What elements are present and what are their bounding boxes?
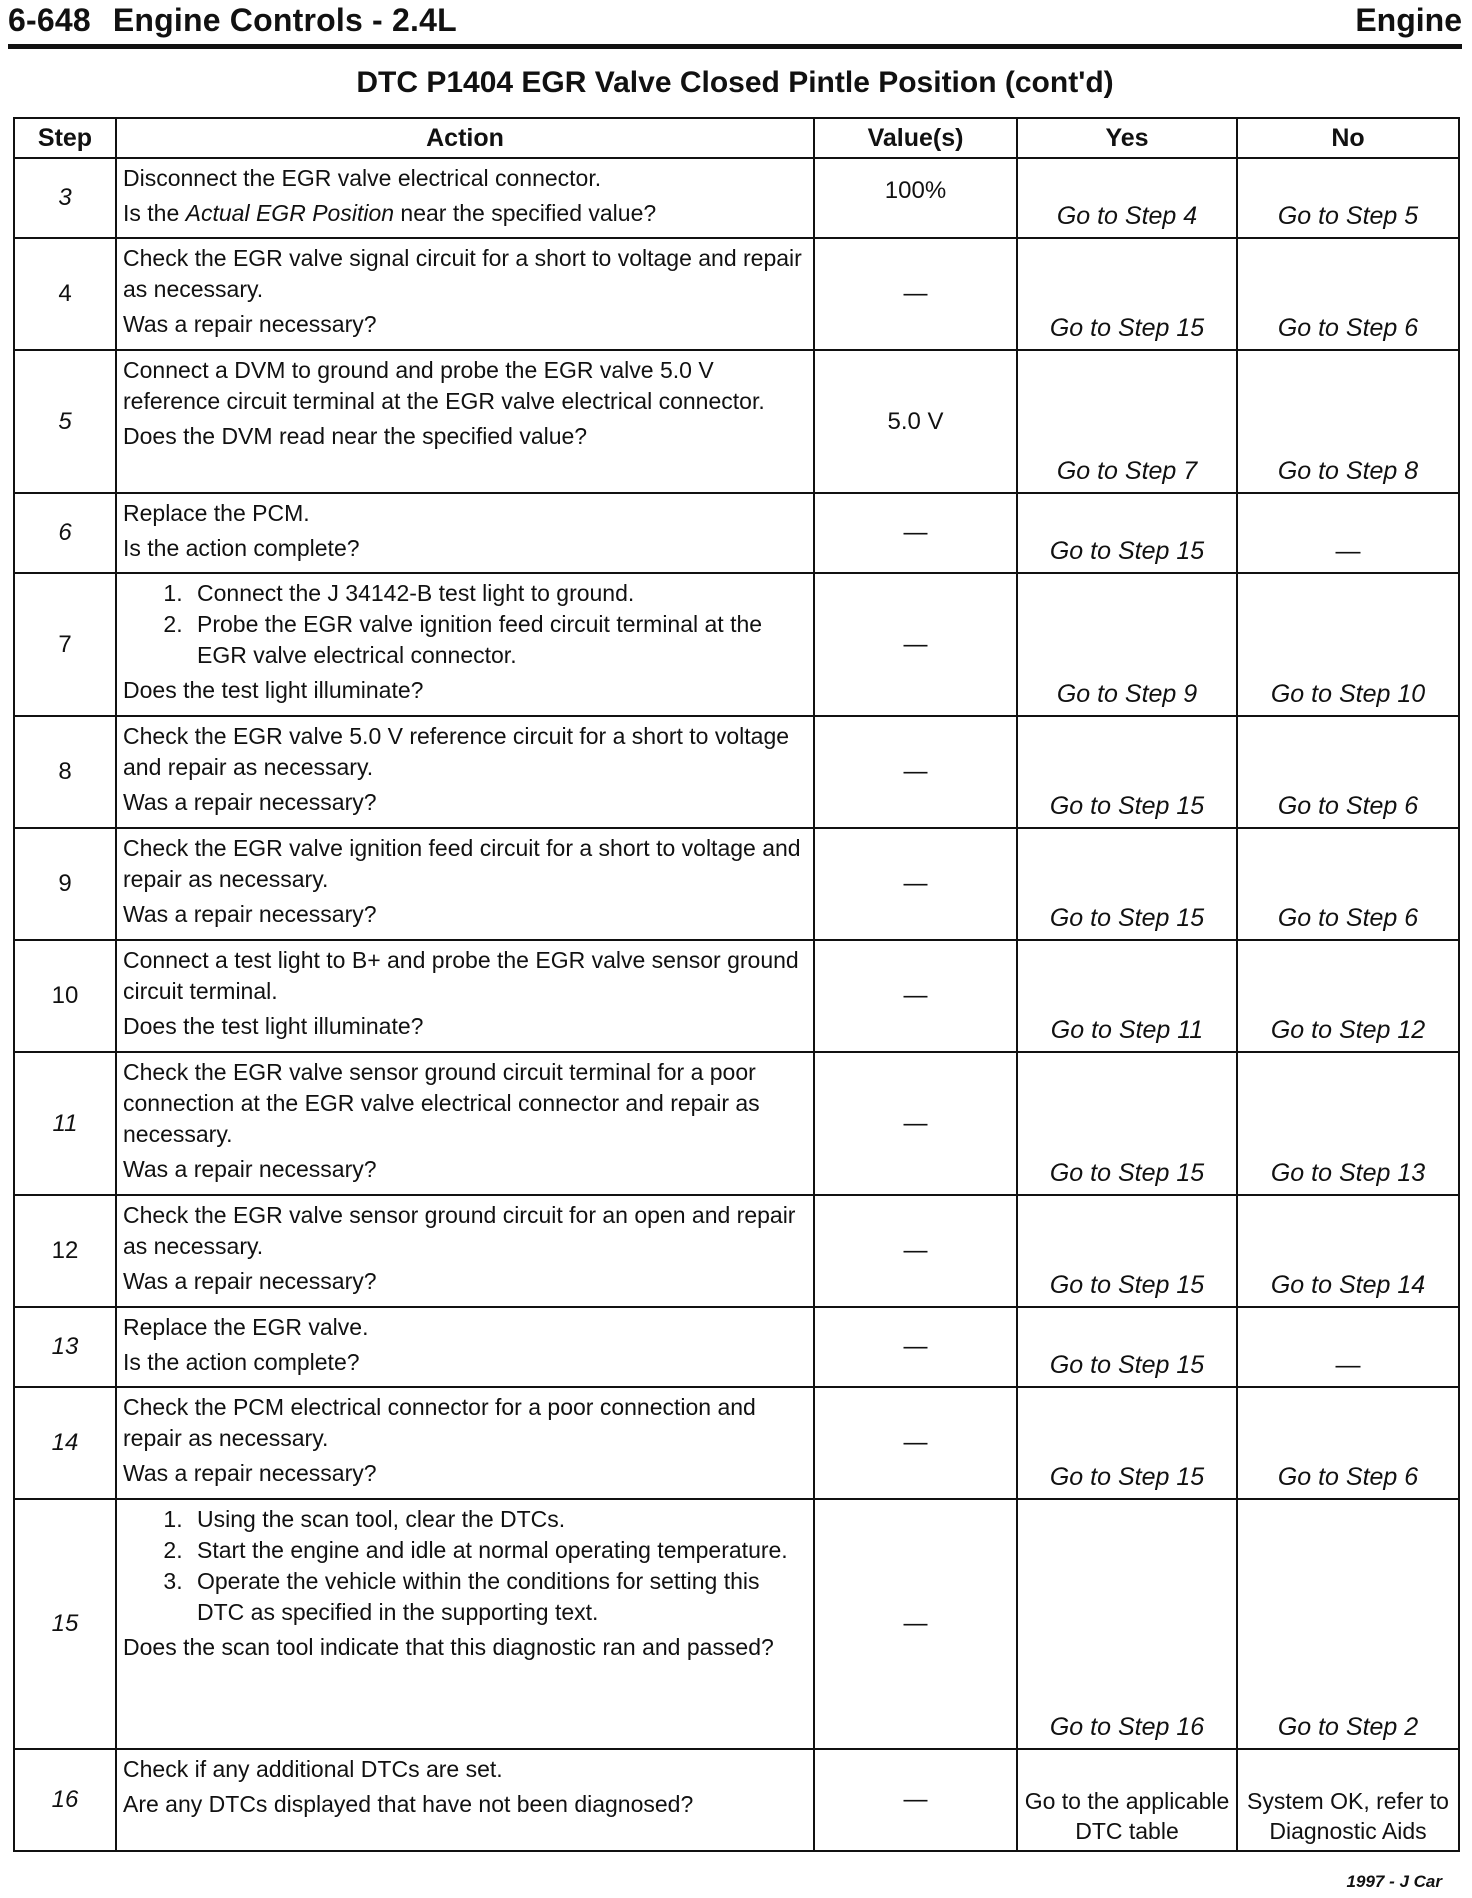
table-row <box>14 1195 1459 1307</box>
yes-cell: Go to Step 4 <box>1017 158 1237 238</box>
action-text: Connect a DVM to ground and probe the EGR valve 5.0 V reference circuit terminal at the EGR valve electrical connector. <box>123 357 765 414</box>
action-cell <box>116 1052 814 1195</box>
action-cell <box>116 1195 814 1307</box>
action-question: Does the DVM read near the specified value? <box>123 423 588 449</box>
yes-cell: Go to Step 16 <box>1017 1499 1237 1749</box>
action-cell <box>116 573 814 716</box>
step-number: 15 <box>14 1499 116 1749</box>
no-cell: System OK, refer to Diagnostic Aids <box>1237 1749 1459 1851</box>
action-text: Check the EGR valve signal circuit for a short to voltage and repair as necessary. <box>123 245 802 302</box>
action-text: Check the EGR valve sensor ground circuit for an open and repair as necessary. <box>123 1202 796 1259</box>
header-left <box>8 2 457 39</box>
step-number: 5 <box>14 350 116 493</box>
question-emphasis: Actual EGR Position <box>185 200 395 226</box>
no-cell: Go to Step 6 <box>1237 1387 1459 1499</box>
table-row <box>14 1307 1459 1387</box>
action-list-item: 1. Connect the J 34142-B test light to ground. <box>189 578 807 609</box>
page-footer: 1997 - J Car <box>1346 1872 1442 1891</box>
table-title: DTC P1404 EGR Valve Closed Pintle Position (cont'd) <box>356 66 1114 99</box>
action-steps-list <box>123 578 807 671</box>
table-body <box>14 158 1459 1851</box>
value-cell: — <box>814 940 1017 1052</box>
step-number: 3 <box>14 158 116 238</box>
header-rule <box>8 44 1462 49</box>
value-cell: — <box>814 1195 1017 1307</box>
action-question: Are any DTCs displayed that have not been diagnosed? <box>123 1791 694 1817</box>
value-cell: — <box>814 573 1017 716</box>
table-row <box>14 238 1459 350</box>
action-question: Is the action complete? <box>123 535 360 561</box>
step-number: 9 <box>14 828 116 940</box>
action-text: Check the PCM electrical connector for a poor connection and repair as necessary. <box>123 1394 756 1451</box>
action-cell <box>116 1499 814 1749</box>
column-header-step: Step <box>14 118 116 158</box>
yes-cell: Go to Step 15 <box>1017 1387 1237 1499</box>
action-cell <box>116 1307 814 1387</box>
question-text: Is the <box>123 200 186 226</box>
no-cell: Go to Step 10 <box>1237 573 1459 716</box>
value-cell: — <box>814 1307 1017 1387</box>
action-question: Was a repair necessary? <box>123 1156 377 1182</box>
manual-page <box>8 0 1462 1891</box>
action-question: Does the scan tool indicate that this diagnostic ran and passed? <box>123 1634 774 1660</box>
step-number: 16 <box>14 1749 116 1851</box>
table-row <box>14 1387 1459 1499</box>
page-header <box>8 0 1462 42</box>
table-row <box>14 1499 1459 1749</box>
yes-cell: Go to Step 15 <box>1017 828 1237 940</box>
step-number: 10 <box>14 940 116 1052</box>
action-question: Was a repair necessary? <box>123 789 377 815</box>
value-cell: — <box>814 238 1017 350</box>
action-cell <box>116 238 814 350</box>
action-cell <box>116 940 814 1052</box>
action-text: Check the EGR valve 5.0 V reference circuit for a short to voltage and repair as necessary. <box>123 723 790 780</box>
page-number: 6-648 <box>8 2 91 38</box>
action-question <box>123 198 807 229</box>
value-cell: — <box>814 1387 1017 1499</box>
action-question: Does the test light illuminate? <box>123 677 424 703</box>
value-cell: — <box>814 493 1017 573</box>
value-cell: 5.0 V <box>814 350 1017 493</box>
action-cell <box>116 1749 814 1851</box>
no-cell: — <box>1237 493 1459 573</box>
diagnostic-table <box>13 117 1460 1852</box>
step-number: 12 <box>14 1195 116 1307</box>
value-cell: — <box>814 1749 1017 1851</box>
table-row <box>14 573 1459 716</box>
table-row <box>14 716 1459 828</box>
yes-cell: Go to Step 15 <box>1017 1307 1237 1387</box>
no-cell: Go to Step 6 <box>1237 238 1459 350</box>
action-cell <box>116 716 814 828</box>
value-cell: — <box>814 1499 1017 1749</box>
yes-cell: Go to Step 15 <box>1017 238 1237 350</box>
action-list-item: 2. Probe the EGR valve ignition feed circuit terminal at the EGR valve electrical connector. <box>189 609 807 671</box>
table-row <box>14 940 1459 1052</box>
action-list-item: 3. Operate the vehicle within the conditions for setting this DTC as specified in the supporting text. <box>189 1566 807 1628</box>
no-cell: Go to Step 2 <box>1237 1499 1459 1749</box>
step-number: 7 <box>14 573 116 716</box>
no-cell: Go to Step 12 <box>1237 940 1459 1052</box>
question-text: near the specified value? <box>394 200 657 226</box>
action-list-item: 1. Using the scan tool, clear the DTCs. <box>189 1504 807 1535</box>
action-text: Check if any additional DTCs are set. <box>123 1756 503 1782</box>
value-cell: 100% <box>814 158 1017 238</box>
yes-cell: Go to Step 15 <box>1017 1195 1237 1307</box>
action-text: Replace the PCM. <box>123 500 310 526</box>
no-cell: — <box>1237 1307 1459 1387</box>
step-number: 6 <box>14 493 116 573</box>
action-question: Was a repair necessary? <box>123 1460 377 1486</box>
yes-cell: Go to Step 9 <box>1017 573 1237 716</box>
no-cell: Go to Step 6 <box>1237 828 1459 940</box>
table-row <box>14 350 1459 493</box>
step-number: 8 <box>14 716 116 828</box>
action-list-item: 2. Start the engine and idle at normal operating temperature. <box>189 1535 807 1566</box>
step-number: 14 <box>14 1387 116 1499</box>
column-header-action: Action <box>116 118 814 158</box>
action-steps-list <box>123 1504 807 1628</box>
no-cell: Go to Step 8 <box>1237 350 1459 493</box>
no-cell: Go to Step 14 <box>1237 1195 1459 1307</box>
step-number: 4 <box>14 238 116 350</box>
action-text: Check the EGR valve sensor ground circuit terminal for a poor connection at the EGR valve electrical connector and repair as necessary. <box>123 1059 760 1147</box>
action-question: Was a repair necessary? <box>123 901 377 927</box>
column-header-no: No <box>1237 118 1459 158</box>
action-cell <box>116 493 814 573</box>
action-text: Disconnect the EGR valve electrical connector. <box>123 165 602 191</box>
column-header-yes: Yes <box>1017 118 1237 158</box>
action-question: Does the test light illuminate? <box>123 1013 424 1039</box>
table-header-row <box>14 118 1459 158</box>
yes-cell: Go to Step 11 <box>1017 940 1237 1052</box>
table-row <box>14 158 1459 238</box>
section-title: Engine Controls - 2.4L <box>112 2 457 38</box>
column-header-values: Value(s) <box>814 118 1017 158</box>
no-cell: Go to Step 13 <box>1237 1052 1459 1195</box>
yes-cell: Go to Step 15 <box>1017 493 1237 573</box>
yes-cell: Go to Step 15 <box>1017 1052 1237 1195</box>
value-cell: — <box>814 828 1017 940</box>
step-number: 11 <box>14 1052 116 1195</box>
action-cell <box>116 158 814 238</box>
yes-cell: Go to the applicable DTC table <box>1017 1749 1237 1851</box>
category-label: Engine <box>1355 2 1462 38</box>
action-cell <box>116 1387 814 1499</box>
value-cell: — <box>814 716 1017 828</box>
no-cell: Go to Step 6 <box>1237 716 1459 828</box>
yes-cell: Go to Step 7 <box>1017 350 1237 493</box>
action-text: Check the EGR valve ignition feed circuit for a short to voltage and repair as necessary. <box>123 835 801 892</box>
action-cell <box>116 350 814 493</box>
action-question: Was a repair necessary? <box>123 1268 377 1294</box>
action-question: Was a repair necessary? <box>123 311 377 337</box>
no-cell: Go to Step 5 <box>1237 158 1459 238</box>
action-question: Is the action complete? <box>123 1349 360 1375</box>
value-cell: — <box>814 1052 1017 1195</box>
action-cell <box>116 828 814 940</box>
table-row <box>14 493 1459 573</box>
table-row <box>14 828 1459 940</box>
action-text: Replace the EGR valve. <box>123 1314 369 1340</box>
table-row <box>14 1052 1459 1195</box>
yes-cell: Go to Step 15 <box>1017 716 1237 828</box>
table-row <box>14 1749 1459 1851</box>
step-number: 13 <box>14 1307 116 1387</box>
action-text: Connect a test light to B+ and probe the EGR valve sensor ground circuit terminal. <box>123 947 799 1004</box>
